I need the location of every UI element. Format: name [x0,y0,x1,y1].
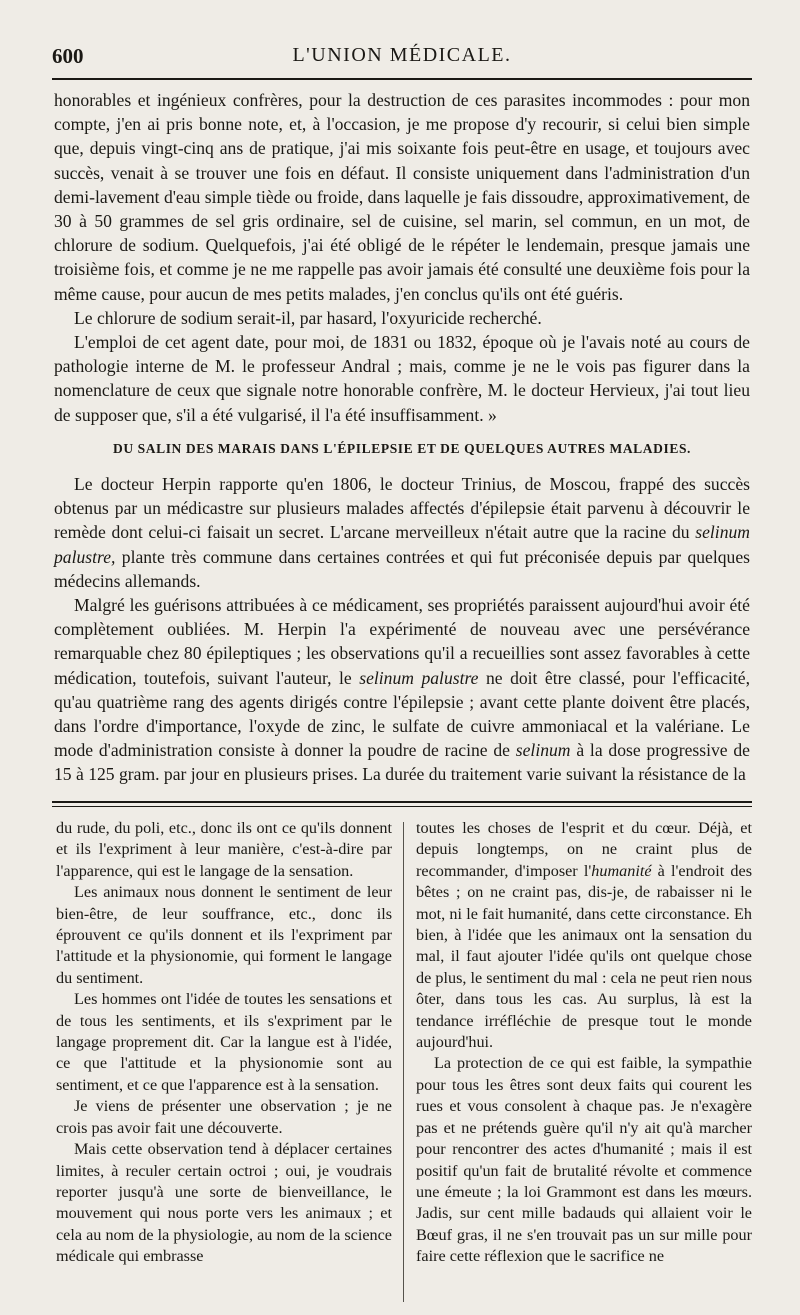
paragraph: Le chlorure de sodium serait-il, par hasard, l'oxyuricide recherché. [74,307,542,328]
paragraph [54,472,750,593]
paragraph: Je viens de présenter une observation ; je ne crois pas avoir fait une découverte. [56,1097,392,1137]
text-run: à l'endroit des bêtes ; on ne craint pas, dis-je, de rabaisser ni le mot, ni le fait humanité, dans cette circonstance. Eh bien, à l'idée que les animaux ont la sensation du mal, il faut ajouter l'idée qu'ils ont quelque chose de plus, le sentiment du mal : cela ne peut rien nous ôter, dans tous les cas. Au surplus, là est la tendance irréfléchie de presque tout le monde aujourd'hui. [416,861,752,1052]
paragraph: Les hommes ont l'idée de toutes les sensations et de tous les sentiments, et ils s'expriment par le langage proprement dit. Car la langue est à l'idée, ce que l'attitude et la physionomie sont au sentiment, et ce que l'apparence est à la sensation. [56,990,392,1094]
main-text [54,88,750,787]
paragraph: La protection de ce qui est faible, la sympathie pour tous les êtres sont deux faits qui courent les rues et vous consolent à chaque pas. Je n'exagère pas et ne prétends guère qu'il n'y ait qu'à marcher pour rencontrer des actes d'humanité ; mais il est positif qu'un fait de brutalité révolte et commence une émeute ; la loi Grammont est dans les mœurs. Jadis, sur cent mille badauds qui allaient voir le Bœuf gras, il ne s'en trouvait pas un sur mille pour faire cette réflexion que le sacrifice ne [416,1054,752,1266]
text-run: plante très commune dans certaines contrées et qui fut préconisée depuis par quelques médecins allemands. [54,546,750,591]
paragraph [416,818,752,1053]
header-rule [52,78,752,80]
page-header [52,40,752,74]
text-run: Le docteur Herpin rapporte qu'en 1806, le docteur Trinius, de Moscou, frappé des succès obtenus par un médicastre sur plusieurs malades affectés d'épilepsie était parvenu à découvrir le remède dont celui-ci faisait un secret. L'arcane merveilleux n'était autre que la racine du [54,474,750,543]
italic-term: selinum palustre, [54,522,750,567]
italic-term: humanité [591,861,652,880]
feuilleton-right-column [416,818,752,1268]
page-number: 600 [52,44,84,68]
italic-term: selinum palustre [359,667,479,688]
text-run: toutes les choses de l'esprit et du cœur. Déjà, et depuis longtemps, on ne craint plus de recommander, d'imposer l' [416,819,752,880]
section-heading: DU SALIN DES MARAIS DANS L'ÉPILEPSIE ET DE QUELQUES AUTRES MALADIES. [112,440,692,456]
paragraph: du rude, du poli, etc., donc ils ont ce qu'ils donnent et ils l'expriment à leur manière, c'est-à-dire par l'apparence, qui est le langage de la sensation. [56,819,392,880]
paragraph: Mais cette observation tend à déplacer certaines limites, à reculer certain octroi ; oui, je voudrais reporter jusqu'à une sorte de bienveillance, le mouvement qui nous porte vers les animaux ; et cela au nom de la physiologie, au nom de la science médicale qui embrasse [56,1140,392,1266]
paragraph [54,593,750,787]
feuilleton-left-column [56,818,392,1268]
journal-title: L'UNION MÉDICALE. [292,44,512,66]
text-run: à la dose progressive de 15 à 125 gram. par jour en plusieurs prises. La durée du traitement varie suivant la résistance de la [54,740,750,785]
paragraph: Les animaux nous donnent le sentiment de leur bien-être, de leur souffrance, etc., donc ils éprouvent ce qu'ils donnent et ils l'expriment par l'attitude et la physionomie, qui forment le langage du sentiment. [56,883,392,987]
text-run: Malgré les guérisons attribuées à ce médicament, ses propriétés paraissent aujourd'hui avoir été complètement oubliées. M. Herpin l'a expérimenté de nouveau avec une persévérance remarquable chez 80 épileptiques ; les observations qu'il a recueillies sont assez favorables à cette médication, toutefois, suivant l'auteur, le [54,595,750,688]
paragraph: honorables et ingénieux confrères, pour la destruction de ces parasites incommodes : pour mon compte, j'en ai pris bonne note, et, à l'occasion, je me propose d'y recourir, si celui bien simple que, depuis vingt-cinq ans de pratique, j'ai mis soixante fois peut-être en usage, et toujours avec succès, venait à se trouver une fois en défaut. Il consiste uniquement dans l'administration d'un demi-lavement d'eau simple tiède ou froide, dans laquelle je fais dissoudre, approximativement, de 30 à 50 grammes de sel gris ordinaire, sel de cuisine, sel marin, sel commun, en un mot, de chlorure de sodium. Quelquefois, j'ai été obligé de le répéter le lendemain, presque jamais une troisième fois, et comme je ne me rappelle pas avoir jamais été consulté une deuxième fois pour la même cause, pour aucun de mes petits malades, j'en conclus qu'ils ont été guéris. [54,90,750,304]
italic-term: selinum [515,740,571,761]
text-run: ne doit être classé, pour l'efficacité, qu'au quatrième rang des agents dirigés contre l'épilepsie ; avant cette plante doivent être placés, dans l'ordre d'importance, l'oxyde de zinc, le sulfate de cuivre ammoniacal et la valériane. Le mode d'administration consiste à donner la poudre de racine de [54,667,750,761]
paragraph: L'emploi de cet agent date, pour moi, de 1831 ou 1832, époque où je l'avais noté au cours de pathologie interne de M. le professeur Andral ; mais, comme je ne le vois pas figurer dans la nomenclature de ceux que signale notre honorable confrère, M. le docteur Hervieux, j'ai tout lieu de supposer que, s'il a été vulgarisé, il l'a été insuffisamment. » [54,332,750,425]
feuilleton-divider [52,801,752,807]
column-divider [403,822,404,1302]
